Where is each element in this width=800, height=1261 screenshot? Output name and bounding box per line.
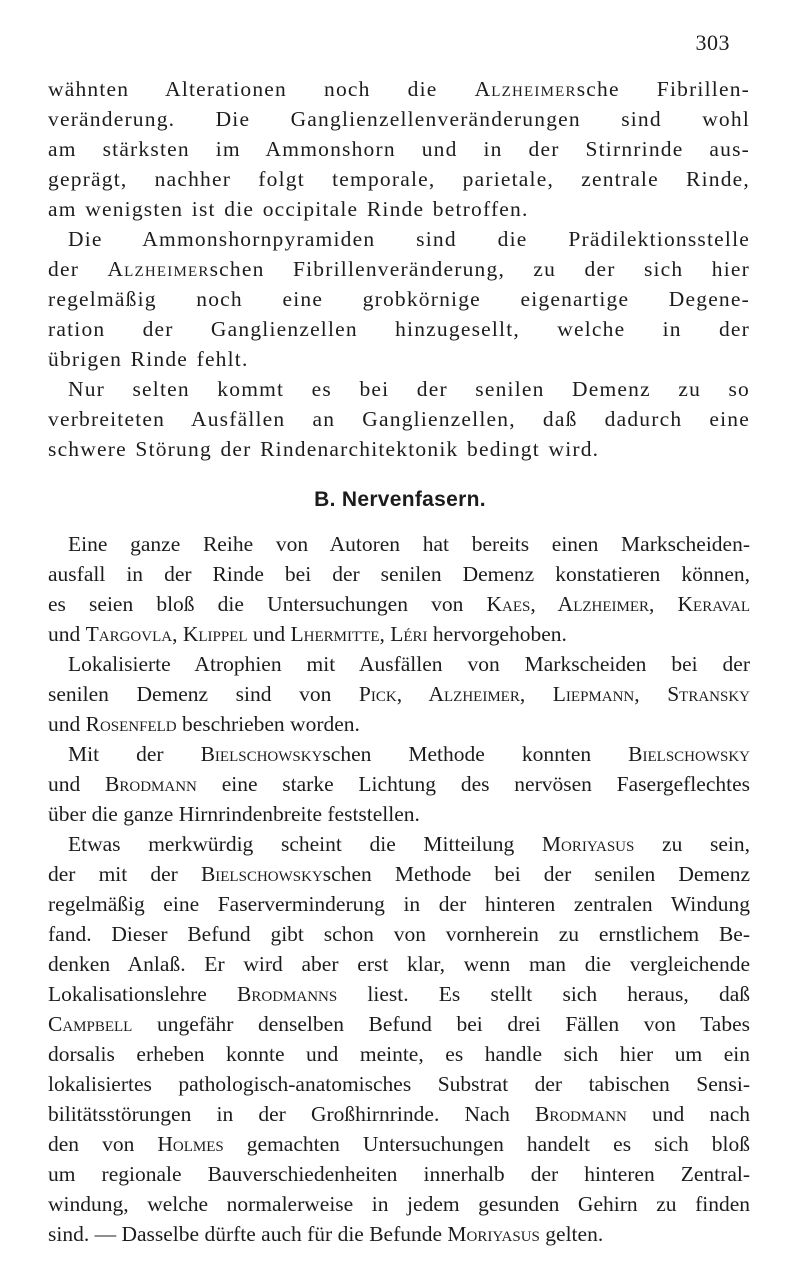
text-line [48, 979, 750, 1009]
text-line [68, 829, 750, 859]
author-name: Lhermitte, Léri [290, 622, 428, 646]
text-run: wähnten Alterationen noch die [48, 77, 475, 101]
text-run: und [48, 622, 86, 646]
text-line [48, 1069, 750, 1099]
author-name: Bielschowsky [200, 862, 323, 886]
text-line [48, 1039, 750, 1069]
text-line [48, 1009, 750, 1039]
author-name: Pick, Alzheimer, Liepmann, Stransky [358, 682, 750, 706]
text-run: Lokalisierte Atrophien mit Ausfällen von Markscheiden bei der [68, 652, 750, 676]
text-line [48, 134, 750, 164]
text-run: bilitätsstörungen in der Großhirnrinde. Nach [48, 1102, 535, 1126]
text-line [48, 769, 750, 799]
text-line [48, 859, 750, 889]
text-line [48, 314, 750, 344]
text-run: schwere Störung der Rindenarchitektonik bedingt wird. [48, 437, 600, 461]
text-line [68, 529, 750, 559]
author-name: Brodmanns [237, 982, 338, 1006]
text-run: gemachten Untersuchungen handelt es sich bloß [223, 1132, 750, 1156]
text-line [48, 1099, 750, 1129]
text-line [48, 74, 750, 104]
text-run: Eine ganze Reihe von Autoren hat bereits einen Markscheiden- [68, 532, 750, 556]
author-name: Moriyasus [541, 832, 635, 856]
text-run: ration der Ganglienzellen hinzugesellt, welche in der [48, 317, 750, 341]
text-line [68, 739, 750, 769]
text-line [48, 194, 750, 224]
text-run: windung, welche normalerweise in jedem gesunden Gehirn zu finden [48, 1192, 750, 1216]
author-name: Alzheimer [107, 257, 210, 281]
text-run: und nach [626, 1102, 750, 1126]
text-run: der mit der [48, 862, 201, 886]
text-run: zu sein, [634, 832, 750, 856]
text-run: senilen Demenz sind von [48, 682, 359, 706]
text-run: eine starke Lichtung des nervösen Fasergeflechtes [196, 772, 750, 796]
text-line [48, 1189, 750, 1219]
text-run: beschrieben worden. [176, 712, 360, 736]
text-line [48, 709, 750, 739]
text-run: Nur selten kommt es bei der senilen Demenz zu so [68, 377, 750, 401]
author-name: Holmes [157, 1132, 224, 1156]
text-line [48, 589, 750, 619]
page-number: 303 [695, 30, 730, 55]
text-line [68, 224, 750, 254]
text-run: verbreiteten Ausfällen an Ganglienzellen, daß dadurch eine [48, 407, 750, 431]
text-run: am stärksten im Ammonshorn und in der Stirnrinde aus- [48, 137, 750, 161]
text-run: lokalisiertes pathologisch-anatomisches Substrat der tabischen Sensi- [48, 1072, 750, 1096]
author-name: Campbell [48, 1012, 133, 1036]
text-run: ausfall in der Rinde bei der senilen Demenz konstatieren können, [48, 562, 750, 586]
text-run: Mit der [68, 742, 201, 766]
text-run: dorsalis erheben konnte und meinte, es handle sich hier um ein [48, 1042, 750, 1066]
text-line [48, 254, 750, 284]
text-run: den von [48, 1132, 158, 1156]
author-name: Targovla, Klippel [85, 622, 248, 646]
text-run: liest. Es stellt sich heraus, daß [337, 982, 750, 1006]
author-name: Moriyasus [447, 1222, 540, 1246]
text-run: der [48, 257, 108, 281]
section-heading: B. Nervenfasern. [314, 488, 486, 511]
text-line [68, 374, 750, 404]
text-run: geprägt, nachher folgt temporale, parietale, zentrale Rinde, [48, 167, 750, 191]
text-run: es seien bloß die Untersuchungen von [48, 592, 487, 616]
text-run: fand. Dieser Befund gibt schon von vornherein zu ernstlichem Be- [48, 922, 750, 946]
text-run: sind. — Dasselbe dürfte auch für die Befunde [48, 1222, 448, 1246]
text-run: schen Fibrillenveränderung, zu der sich hier [209, 257, 750, 281]
text-run: und [247, 622, 291, 646]
author-name: Bielschowsky [628, 742, 750, 766]
text-line [48, 104, 750, 134]
text-run: regelmäßig eine Faserverminderung in der hinteren zentralen Windung [48, 892, 750, 916]
text-run: Lokalisationslehre [48, 982, 238, 1006]
text-line [48, 284, 750, 314]
text-run: am wenigsten ist die occipitale Rinde betroffen. [48, 197, 529, 221]
text-line [48, 949, 750, 979]
text-line [48, 344, 750, 374]
text-line [48, 559, 750, 589]
author-name: Bielschowsky [200, 742, 323, 766]
text-line [48, 919, 750, 949]
author-name: Alzheimer [474, 77, 577, 101]
text-run: hervorgehoben. [427, 622, 567, 646]
author-name: Kaes, Alzheimer, Keraval [486, 592, 750, 616]
text-line [48, 1129, 750, 1159]
text-run: gelten. [539, 1222, 604, 1246]
text-line [68, 649, 750, 679]
text-line [48, 434, 750, 464]
text-line [48, 164, 750, 194]
text-line [48, 619, 750, 649]
text-line [48, 799, 750, 829]
text-line [48, 404, 750, 434]
text-line [48, 679, 750, 709]
text-run: und [48, 772, 106, 796]
text-run: um regionale Bauverschiedenheiten innerhalb der hinteren Zentral- [48, 1162, 750, 1186]
text-run: Die Ammonshornpyramiden sind die Prädilektionsstelle [68, 227, 750, 251]
text-run: ungefähr denselben Befund bei drei Fällen von Tabes [132, 1012, 750, 1036]
author-name: Brodmann [105, 772, 197, 796]
text-line [48, 1219, 750, 1249]
text-line [48, 1159, 750, 1189]
text-run: Etwas merkwürdig scheint die Mitteilung [68, 832, 542, 856]
text-run: veränderung. Die Ganglienzellenveränderungen sind wohl [48, 107, 750, 131]
text-run: schen Methode konnten [322, 742, 629, 766]
text-run: schen Methode bei der senilen Demenz [322, 862, 751, 886]
text-run: über die ganze Hirnrindenbreite feststellen. [48, 802, 420, 826]
text-run: denken Anlaß. Er wird aber erst klar, wenn man die vergleichende [48, 952, 750, 976]
text-run: regelmäßig noch eine grobkörnige eigenartige Degene- [48, 287, 750, 311]
text-run: sche Fibrillen- [576, 77, 750, 101]
text-run: und [48, 712, 86, 736]
author-name: Brodmann [535, 1102, 627, 1126]
text-line [48, 889, 750, 919]
author-name: Rosenfeld [85, 712, 177, 736]
text-run: übrigen Rinde fehlt. [48, 347, 249, 371]
